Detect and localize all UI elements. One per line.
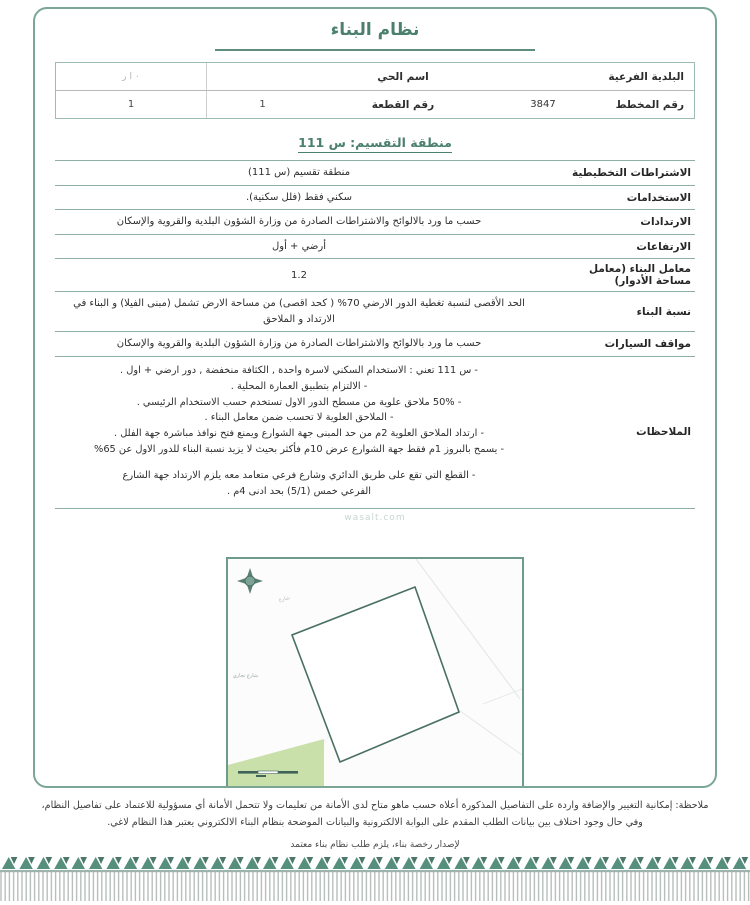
note-item: - ارتداد الملاحق العلوية 2م من حد المبنى جهة الشوارع ويمنع فتح نوافذ مباشرة جهة الفلل . — [113, 428, 484, 440]
row-label-parking: مواقف السيارات — [604, 338, 691, 351]
notes-content — [55, 357, 545, 508]
parcel-extra-value: 1 — [56, 91, 207, 118]
plot-info-table — [55, 62, 695, 119]
parcel-number-value: 1 — [259, 99, 266, 111]
watermark: wasalt.com — [344, 512, 406, 523]
building-regulations-card — [33, 7, 717, 788]
site-map[interactable] — [226, 557, 524, 788]
row-value-planning: منطقة تقسيم (س 111) — [247, 167, 351, 179]
table-row — [55, 292, 695, 332]
district-extra-value: ٠ ا ر — [56, 63, 207, 90]
row-value-heights: أرضي + أول — [271, 240, 327, 252]
zone-heading — [35, 132, 715, 151]
zone-heading-text: منطقة التقسيم: س 111 — [298, 135, 452, 153]
row-label-coverage: نسبة البناء — [636, 305, 691, 318]
row-label-heights: الارتفاعات — [636, 240, 691, 253]
site-map-svg — [228, 559, 522, 788]
info-row-municipality — [56, 63, 694, 90]
fringe-pattern — [0, 870, 750, 901]
note-item: - س 111 تعني : الاستخدام السكني لاسرة واحدة , الكثافة منخفضة , دور ارضي + اول . — [120, 364, 478, 376]
parcel-number-label: رقم القطعة — [371, 98, 435, 111]
note-item: الفرعي خمس (5/1) بحد ادنى 4م . — [227, 485, 371, 497]
table-row — [55, 259, 695, 292]
row-label-planning: الاشتراطات التخطيطية — [572, 167, 691, 180]
row-label-notes: الملاحظات — [636, 426, 691, 439]
note-item: - الملاحق العلوية لا تحسب ضمن معامل البناء . — [204, 412, 394, 424]
decorative-bottom-edge — [0, 857, 750, 905]
map-street-label: شارع تجاري — [232, 672, 258, 679]
plan-number-value: 3847 — [530, 99, 556, 111]
row-value-coverage: الحد الأقصى لنسبة تغطية الدور الارضي 70% ( كحد اقصى) من مساحة الارض تشمل (مبنى الفيلا) و البناء في الارتداد و الملاحق — [73, 298, 525, 325]
table-row — [55, 160, 695, 186]
footer-note: لإصدار رخصة بناء، يلزم طلب نظام بناء معتمد — [290, 840, 460, 850]
table-row — [55, 332, 695, 357]
row-value-parking: حسب ما ورد بالالوائح والاشتراطات الصادرة من وزارة الشؤون البلدية والقروية والإسكان — [116, 338, 482, 350]
district-value — [207, 63, 318, 90]
regulations-table — [55, 160, 695, 508]
municipality-value — [488, 63, 598, 90]
page-title: نظام البناء — [330, 20, 420, 40]
notes-spacer — [61, 458, 537, 468]
table-row-notes — [55, 357, 695, 509]
decorative-edge-svg — [0, 857, 750, 905]
municipality-label: البلدية الفرعية — [608, 70, 684, 83]
row-value-uses: سكني فقط (فلل سكنية). — [245, 191, 353, 203]
footer-disclaimer: ملاحظة: إمكانية التغيير والإضافة واردة على التفاصيل المذكورة أعلاه حسب ماهو متاح لدى الأمانة من تعليمات ولا تتحمل الأمانة أي مسؤولية للاعتماد على تفاصيل النظام، وفي حال وجود اختلاف بين بيانات الطلب المقدم على البوابة الالكترونية والبيانات الموضحة بنظام البناء الالكتروني يعتبر هذا النظام لاغي. — [41, 800, 709, 828]
row-value-setbacks: حسب ما ورد بالالوائح والاشتراطات الصادرة من وزارة الشؤون البلدية والقروية والإسكان — [116, 216, 482, 228]
plan-number-label: رقم المخطط — [615, 98, 684, 111]
site-map-section — [35, 557, 715, 788]
table-row — [55, 235, 695, 260]
row-label-uses: الاستخدامات — [626, 191, 691, 204]
note-item: - الالتزام بتطبيق العمارة المحلية . — [230, 380, 368, 392]
note-item: - يسمح بالبروز 1م فقط جهة الشوارع عرض 10م فأكثر بحيث لا يزيد نسبة البناء للدور الاول عن 65% — [94, 444, 504, 456]
district-label: اسم الحي — [377, 70, 429, 83]
info-row-plan — [56, 90, 694, 118]
triangle-pattern — [2, 857, 750, 869]
row-label-setbacks: الارتدادات — [640, 216, 691, 229]
title-divider — [215, 49, 535, 51]
note-item: - القطع التي تقع على طريق الدائري وشارع فرعي متعامد معه يلزم الارتداد جهة الشارع — [122, 470, 476, 482]
table-row — [55, 186, 695, 211]
note-item: - 50% ملاحق علوية من مسطح الدور الاول تستخدم حسب الاستخدام الرئيسي . — [136, 396, 462, 408]
map-street-label: شارع — [278, 594, 291, 604]
title-section — [35, 9, 715, 51]
table-row — [55, 210, 695, 235]
row-label-far: معامل البناء (معامل مساحة الأدوار) — [588, 263, 691, 288]
row-value-far: 1.2 — [291, 269, 307, 281]
footer — [40, 798, 710, 850]
